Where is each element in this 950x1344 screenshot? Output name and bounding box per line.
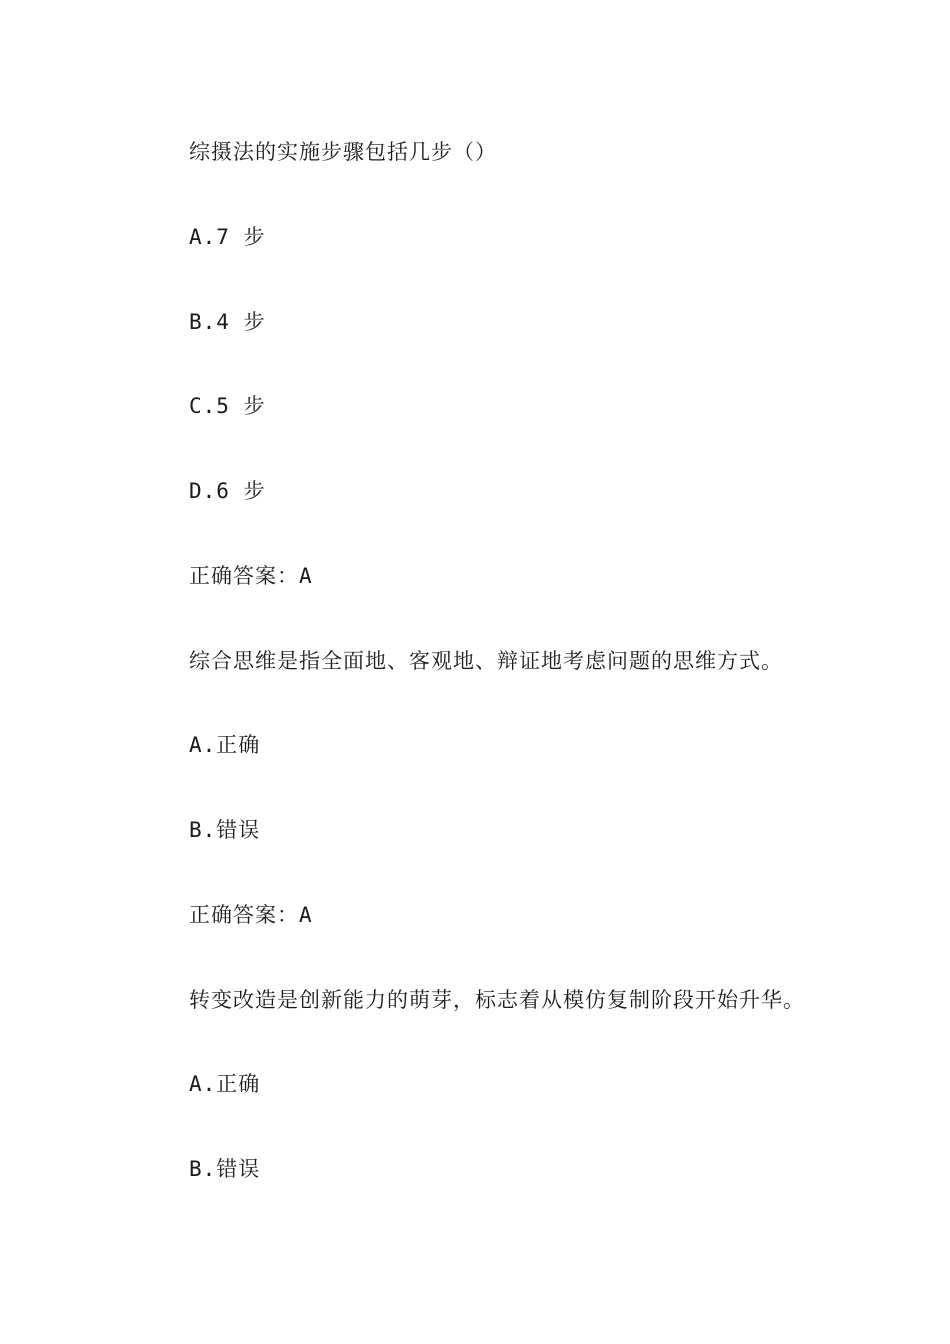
question-stem: 综摄法的实施步骤包括几步（） [189,140,497,164]
question-stem: 综合思维是指全面地、客观地、辩证地考虑问题的思维方式。 [189,649,783,673]
option-c: C.5 步 [189,394,266,418]
option-a: A.正确 [189,733,261,757]
option-a: A.正确 [189,1072,261,1096]
option-d: D.6 步 [189,479,266,503]
correct-answer: 正确答案：A [189,903,313,927]
option-a: A.7 步 [189,225,266,249]
correct-answer: 正确答案：A [189,564,313,588]
question-stem: 转变改造是创新能力的萌芽，标志着从模仿复制阶段开始升华。 [189,988,805,1012]
option-b: B.错误 [189,818,261,842]
option-b: B.错误 [189,1157,261,1181]
option-b: B.4 步 [189,310,266,334]
